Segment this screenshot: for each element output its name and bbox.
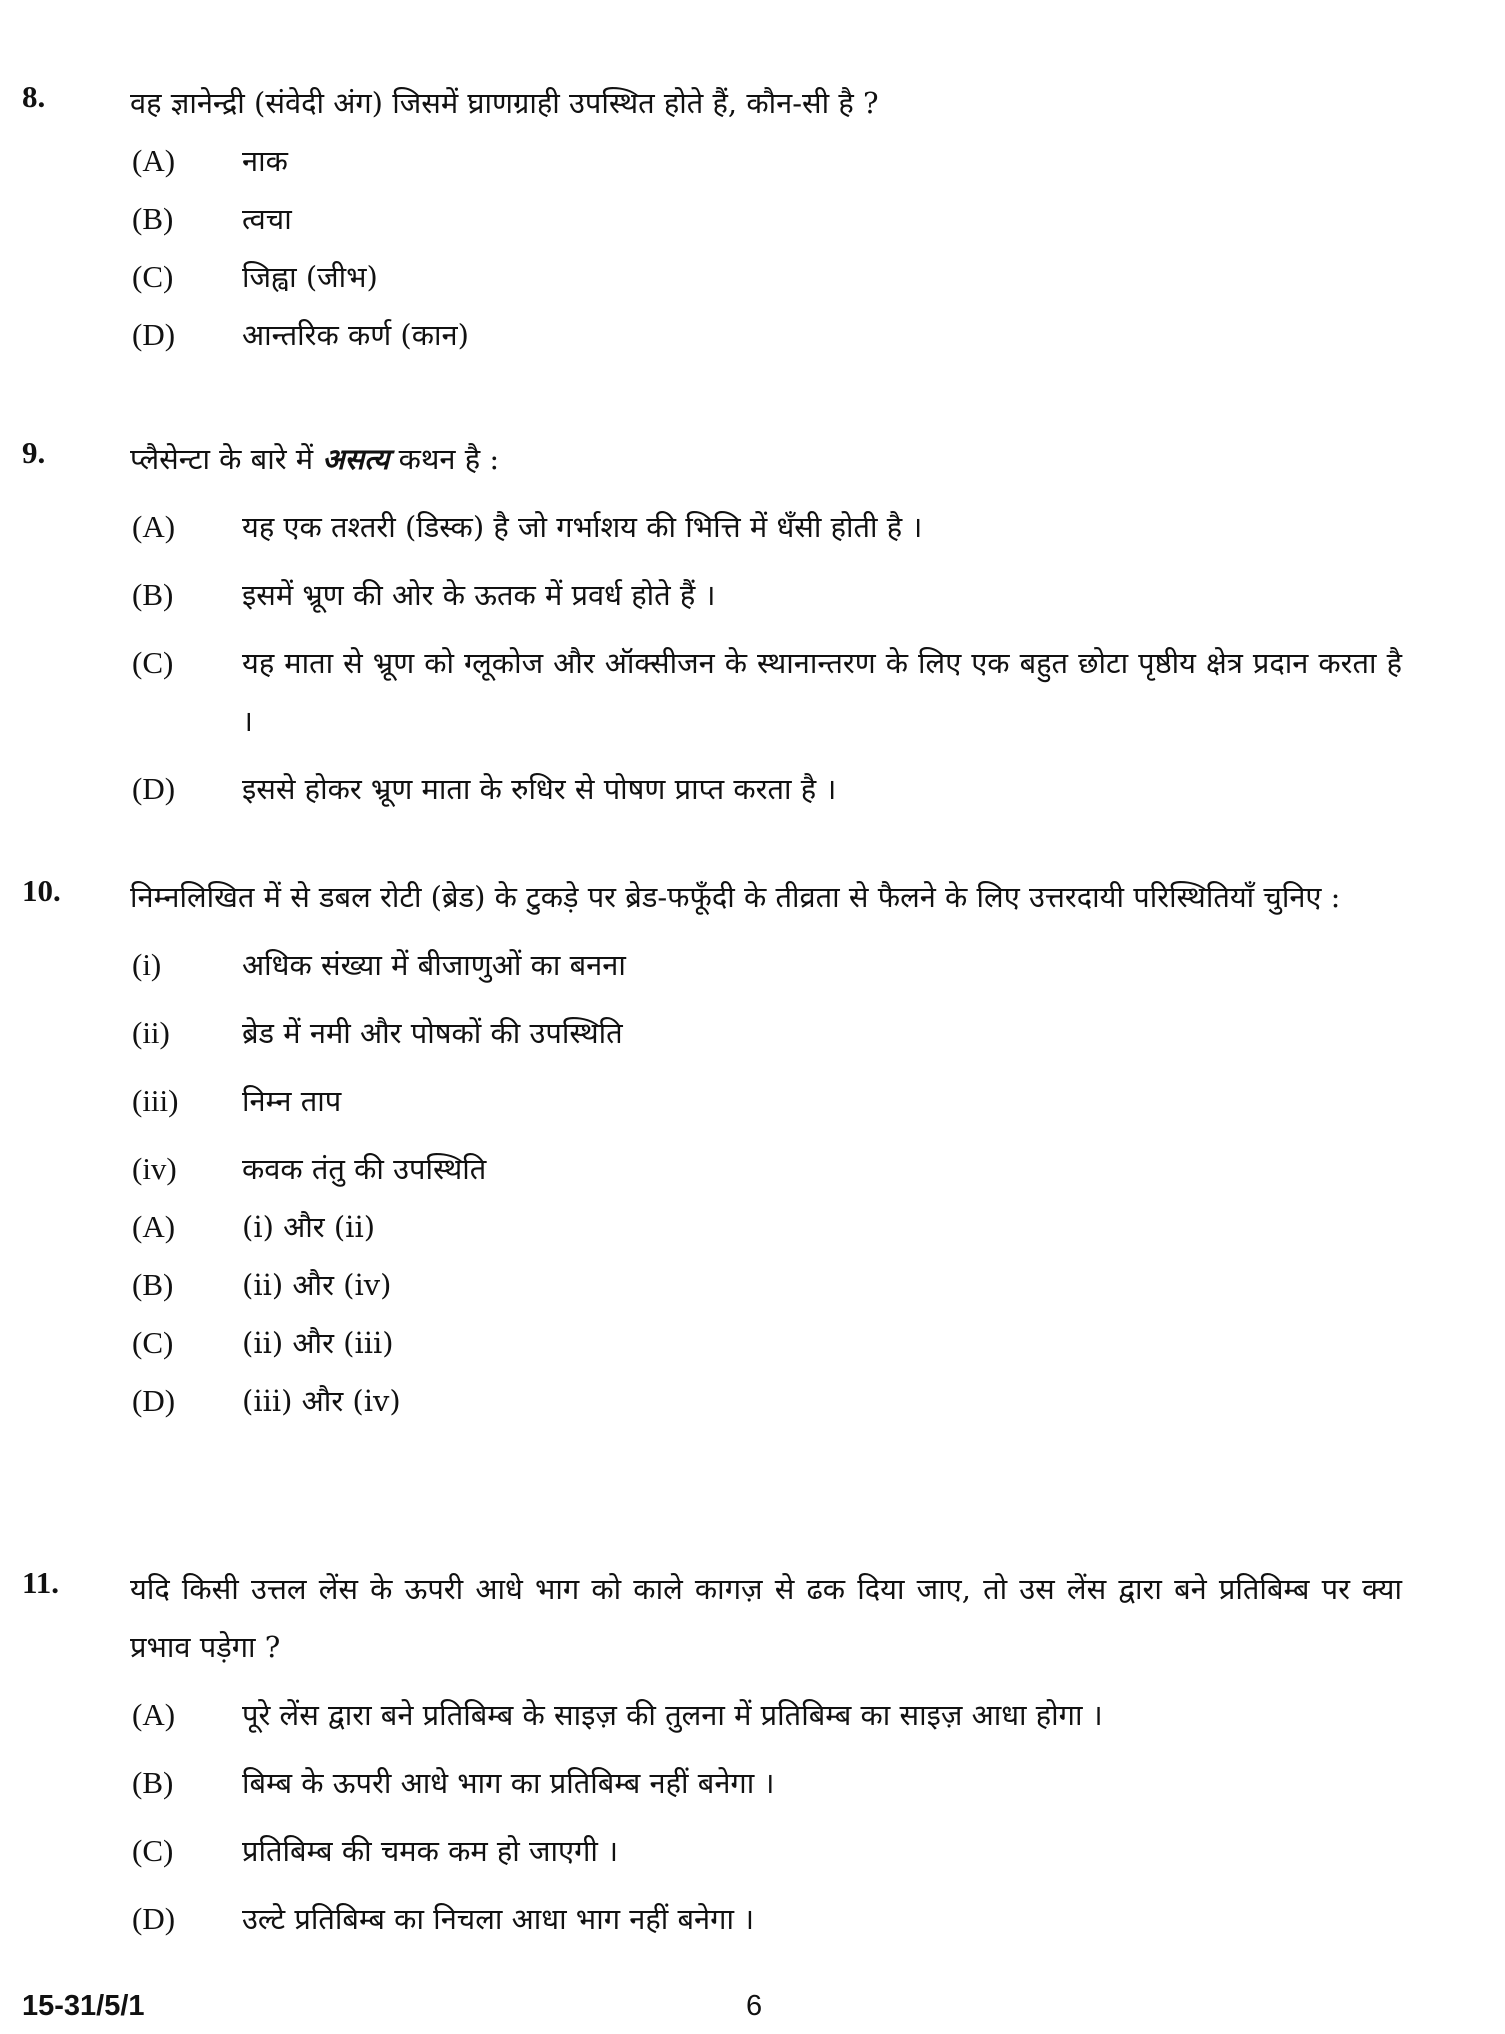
- option-label: (B): [132, 1765, 174, 1800]
- question-text: [130, 430, 1402, 488]
- option: [132, 634, 1402, 750]
- option-label: (A): [132, 1209, 176, 1244]
- question-emphasis: असत्य: [322, 442, 390, 476]
- option-text: (ii) और (iii): [242, 1326, 394, 1360]
- option-label: (A): [132, 1697, 176, 1732]
- option: [132, 248, 1402, 306]
- statement-item: [132, 1072, 1402, 1130]
- question-9: [22, 430, 1402, 818]
- option-text: जिह्वा (जीभ): [242, 260, 378, 294]
- option: [132, 1822, 1402, 1880]
- option: [132, 1754, 1402, 1812]
- option-text: इससे होकर भ्रूण माता के रुधिर से पोषण प्राप्त करता है ।: [242, 772, 837, 806]
- option-label: (A): [132, 143, 176, 178]
- option-label: (D): [132, 317, 176, 352]
- option: [132, 1314, 1402, 1372]
- question-text-after: कथन है :: [398, 442, 500, 476]
- option-text: बिम्ब के ऊपरी आधे भाग का प्रतिबिम्ब नहीं बनेगा ।: [242, 1766, 775, 1800]
- option-label: (B): [132, 201, 174, 236]
- statement-label: (iv): [132, 1151, 177, 1186]
- option-label: (A): [132, 509, 176, 544]
- statement-item: [132, 1140, 1402, 1198]
- option-text: पूरे लेंस द्वारा बने प्रतिबिम्ब के साइज़ की तुलना में प्रतिबिम्ब का साइज़ आधा होगा ।: [242, 1698, 1103, 1732]
- question-8: [22, 74, 1402, 364]
- question-number: 11.: [22, 1565, 60, 1600]
- option-text: यह माता से भ्रूण को ग्लूकोज और ऑक्सीजन के स्थानान्तरण के लिए एक बहुत छोटा पृष्ठीय क्षेत्र प्रदान करता है ।: [242, 646, 1402, 738]
- option: [132, 1256, 1402, 1314]
- option: [132, 1198, 1402, 1256]
- option-text: प्रतिबिम्ब की चमक कम हो जाएगी ।: [242, 1834, 619, 1868]
- question-number: 8.: [22, 79, 46, 114]
- option-label: (D): [132, 1383, 176, 1418]
- page-number: 6: [746, 1990, 763, 2022]
- option-label: (B): [132, 577, 174, 612]
- option-label: (B): [132, 1267, 174, 1302]
- option-text: उल्टे प्रतिबिम्ब का निचला आधा भाग नहीं बनेगा ।: [242, 1902, 755, 1936]
- option-label: (C): [132, 259, 174, 294]
- option-text: इसमें भ्रूण की ओर के ऊतक में प्रवर्ध होते हैं ।: [242, 578, 716, 612]
- question-text: निम्नलिखित में से डबल रोटी (ब्रेड) के टुकड़े पर ब्रेड-फफूँदी के तीव्रता से फैलने के लिए उत्तरदायी परिस्थितियाँ चुनिए :: [130, 880, 1341, 914]
- option-text: यह एक तश्तरी (डिस्क) है जो गर्भाशय की भित्ति में धँसी होती है ।: [242, 510, 923, 544]
- statement-label: (ii): [132, 1015, 170, 1050]
- option-label: (C): [132, 1325, 174, 1360]
- option: [132, 1686, 1402, 1744]
- option-label: (C): [132, 645, 174, 680]
- question-11: [22, 1560, 1402, 1948]
- option: [132, 498, 1402, 556]
- option-text: (ii) और (iv): [242, 1268, 392, 1302]
- option: [132, 190, 1402, 248]
- option-text: (i) और (ii): [242, 1210, 376, 1244]
- statement-item: [132, 1004, 1402, 1062]
- option-text: त्वचा: [242, 202, 292, 236]
- option: [132, 566, 1402, 624]
- question-10: [22, 868, 1402, 1430]
- question-number: 10.: [22, 873, 61, 908]
- statement-label: (iii): [132, 1083, 179, 1118]
- paper-code: 15-31/5/1: [22, 1990, 145, 2022]
- statement-item: [132, 936, 1402, 994]
- statement-text: अधिक संख्या में बीजाणुओं का बनना: [242, 948, 626, 982]
- question-text-before: प्लैसेन्टा के बारे में: [130, 442, 314, 476]
- option: [132, 760, 1402, 818]
- option: [132, 132, 1402, 190]
- statement-text: निम्न ताप: [242, 1084, 342, 1118]
- statement-text: कवक तंतु की उपस्थिति: [242, 1152, 487, 1186]
- question-text: वह ज्ञानेन्द्री (संवेदी अंग) जिसमें घ्राणग्राही उपस्थित होते हैं, कौन-सी है ?: [130, 86, 879, 120]
- question-number: 9.: [22, 435, 46, 470]
- statement-text: ब्रेड में नमी और पोषकों की उपस्थिति: [242, 1016, 623, 1050]
- option-label: (C): [132, 1833, 174, 1868]
- option: [132, 1890, 1402, 1948]
- option: [132, 306, 1402, 364]
- question-text: यदि किसी उत्तल लेंस के ऊपरी आधे भाग को काले कागज़ से ढक दिया जाए, तो उस लेंस द्वारा बने प्रतिबिम्ब पर क्या प्रभाव पड़ेगा ?: [130, 1572, 1402, 1664]
- option-text: आन्तरिक कर्ण (कान): [242, 318, 469, 352]
- option-label: (D): [132, 1901, 176, 1936]
- option: [132, 1372, 1402, 1430]
- option-text: नाक: [242, 144, 288, 178]
- option-text: (iii) और (iv): [242, 1384, 401, 1418]
- statement-label: (i): [132, 947, 162, 982]
- option-label: (D): [132, 771, 176, 806]
